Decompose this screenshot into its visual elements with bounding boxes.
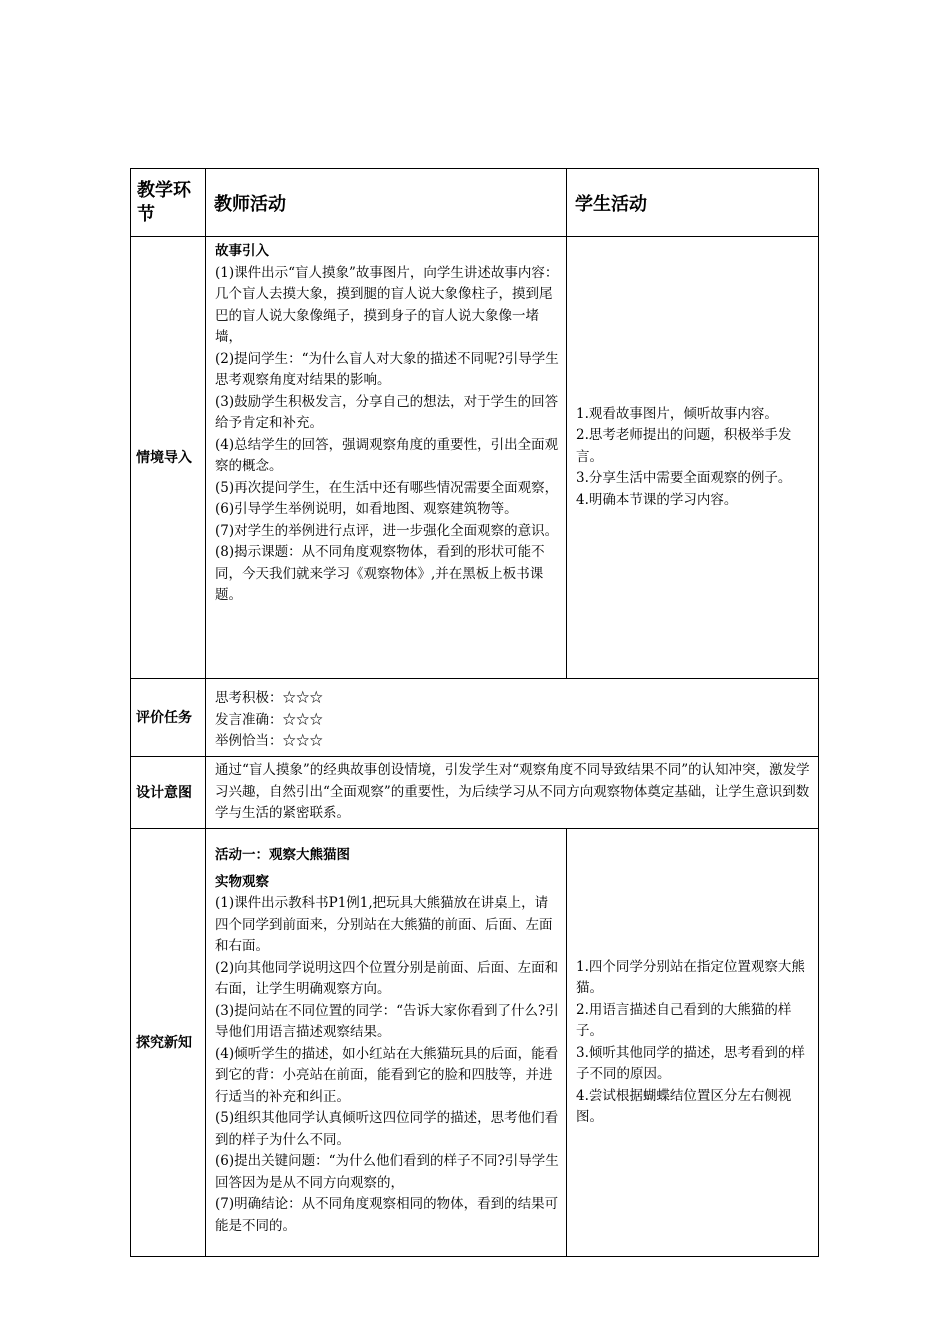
intro-teacher-step: (2)提问学生：“为什么盲人对大象的描述不同呢?引导学生思考观察角度对结果的影响。	[215, 350, 559, 388]
intro-teacher-cell	[206, 237, 567, 679]
lesson-plan-table	[130, 168, 819, 1257]
intro-student-step: 1.观看故事图片，倾听故事内容。	[576, 405, 778, 422]
evaluation-item: 发言准确：☆☆☆	[215, 711, 323, 728]
evaluation-stage-label: 评价任务	[131, 679, 206, 757]
intro-teacher-step: (3)鼓励学生积极发言，分享自己的想法，对于学生的回答给予肯定和补充。	[215, 393, 559, 431]
intro-teacher-step: (6)引导学生举例说明，如看地图、观察建筑物等。	[215, 501, 518, 517]
intro-subtitle: 故事引入	[215, 243, 269, 259]
intro-row	[131, 237, 819, 679]
header-stage: 教学环节	[131, 169, 206, 237]
explore-stage-label: 探究新知	[131, 829, 206, 1257]
explore-row	[131, 829, 819, 1257]
evaluation-cell	[206, 679, 819, 757]
intro-teacher-step: (4)总结学生的回答，强调观察角度的重要性，引出全面观察的概念。	[215, 436, 559, 474]
header-row	[131, 169, 819, 237]
explore-subtitle: 活动一：观察大熊猫图	[215, 847, 350, 863]
explore-student-cell	[567, 829, 819, 1257]
explore-student-step: 2.用语言描述自己看到的大熊猫的样子。	[576, 1001, 792, 1039]
explore-teacher-cell	[206, 829, 567, 1257]
explore-student-step: 4.尝试根据蝴蝶结位置区分左右侧视图。	[576, 1087, 792, 1125]
intro-student-step: 4.明确本节课的学习内容。	[576, 491, 738, 508]
intro-teacher-step: (1)课件出示“盲人摸象”故事图片，向学生讲述故事内容：几个盲人去摸大象，摸到腿的盲人说大象像柱子，摸到尾巴的盲人说大象像绳子，摸到身子的盲人说大象像一堵墙，	[215, 264, 559, 345]
design-text: 通过“盲人摸象”的经典故事创设情境，引发学生对“观察角度不同导致结果不同”的认知冲突，激发学习兴趣，自然引出“全面观察”的重要性，为后续学习从不同方向观察物体奠定基础，让学生意识到数学与生活的紧密联系。	[215, 762, 810, 822]
evaluation-row	[131, 679, 819, 757]
header-student-activity: 学生活动	[567, 169, 819, 237]
explore-teacher-step: (6)提出关键问题：“为什么他们看到的样子不同?引导学生回答因为是从不同方向观察的，	[215, 1153, 559, 1191]
intro-stage-label: 情境导入	[131, 237, 206, 679]
explore-teacher-step: (3)提问站在不同位置的同学：“告诉大家你看到了什么?引导他们用语言描述观察结果。	[215, 1002, 559, 1040]
design-cell	[206, 757, 819, 829]
explore-student-step: 1.四个同学分别站在指定位置观察大熊猫。	[576, 958, 805, 996]
explore-teacher-step: (1)课件出示教科书P1例1,把玩具大熊猫放在讲桌上，请四个同学到前面来，分别站在大熊猫的前面、后面、左面和右面。	[215, 895, 553, 954]
intro-student-step: 2.思考老师提出的问题，积极举手发言。	[576, 427, 792, 465]
intro-teacher-step: (7)对学生的举例进行点评，进一步强化全面观察的意识。	[215, 522, 559, 539]
explore-teacher-step: (7)明确结论：从不同角度观察相同的物体，看到的结果可能是不同的。	[215, 1196, 559, 1234]
explore-student-step: 3.倾听其他同学的描述，思考看到的样子不同的原因。	[576, 1044, 805, 1082]
header-teacher-activity: 教师活动	[206, 169, 567, 237]
intro-teacher-step: (8)揭示课题：从不同角度观察物体，看到的形状可能不同，今天我们就来学习《观察物体》,并在黑板上板书课题。	[215, 544, 545, 603]
evaluation-item: 思考积极：☆☆☆	[215, 690, 323, 707]
evaluation-item: 举例恰当：☆☆☆	[215, 733, 323, 750]
intro-student-cell	[567, 237, 819, 679]
intro-teacher-step: (5)再次提问学生，在生活中还有哪些情况需要全面观察，	[215, 479, 559, 496]
explore-teacher-step: (5)组织其他同学认真倾听这四位同学的描述，思考他们看到的样子为什么不同。	[215, 1110, 559, 1148]
design-row	[131, 757, 819, 829]
explore-subtitle-2: 实物观察	[215, 873, 269, 890]
design-stage-label: 设计意图	[131, 757, 206, 829]
intro-student-step: 3.分享生活中需要全面观察的例子。	[576, 470, 792, 487]
explore-teacher-step: (4)倾听学生的描述，如小红站在大熊猫玩具的后面，能看到它的背：小亮站在前面，能看到它的脸和四肢等，并进行适当的补充和纠正。	[215, 1045, 559, 1105]
explore-teacher-step: (2)向其他同学说明这四个位置分别是前面、后面、左面和右面，让学生明确观察方向。	[215, 959, 559, 997]
